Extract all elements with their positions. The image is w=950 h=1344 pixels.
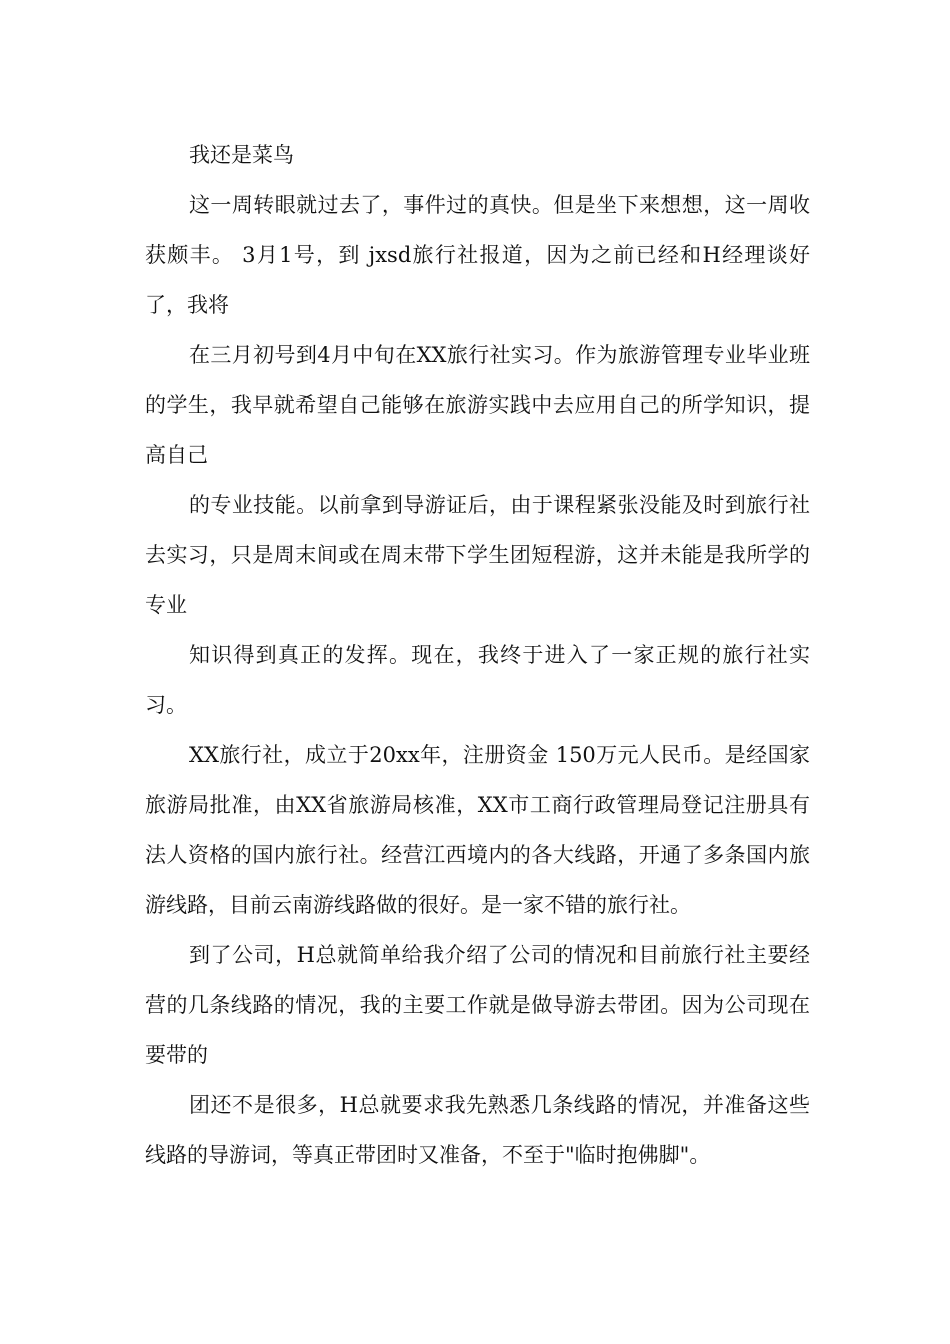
document-body: [145, 130, 810, 1180]
paragraph: 知识得到真正的发挥。现在，我终于进入了一家正规的旅行社实习。: [145, 643, 810, 717]
paragraph: XX旅行社，成立于20xx年，注册资金 150万元人民币。是经国家旅游局批准，由XX省旅游局核准，XX市工商行政管理局登记注册具有法人资格的国内旅行社。经营江西境内的各大线路，开通了多条国内旅游线路，目前云南游线路做的很好。是一家不错的旅行社。: [145, 743, 810, 917]
paragraph: 在三月初号到4月中旬在XX旅行社实习。作为旅游管理专业毕业班的学生，我早就希望自己能够在旅游实践中去应用自己的所学知识，提高自己: [145, 343, 810, 467]
paragraph: 这一周转眼就过去了，事件过的真快。但是坐下来想想，这一周收获颇丰。 3月1号，到 jxsd旅行社报道，因为之前已经和H经理谈好了，我将: [145, 193, 810, 317]
document-title: 我还是菜鸟: [189, 143, 294, 167]
paragraph: 到了公司，H总就简单给我介绍了公司的情况和目前旅行社主要经营的几条线路的情况，我的主要工作就是做导游去带团。因为公司现在要带的: [145, 943, 810, 1067]
paragraph: 团还不是很多，H总就要求我先熟悉几条线路的情况，并准备这些线路的导游词，等真正带团时又准备，不至于"临时抱佛脚"。: [145, 1093, 810, 1167]
paragraph: 的专业技能。以前拿到导游证后，由于课程紧张没能及时到旅行社去实习，只是周末间或在周末带下学生团短程游，这并未能是我所学的专业: [145, 493, 810, 617]
